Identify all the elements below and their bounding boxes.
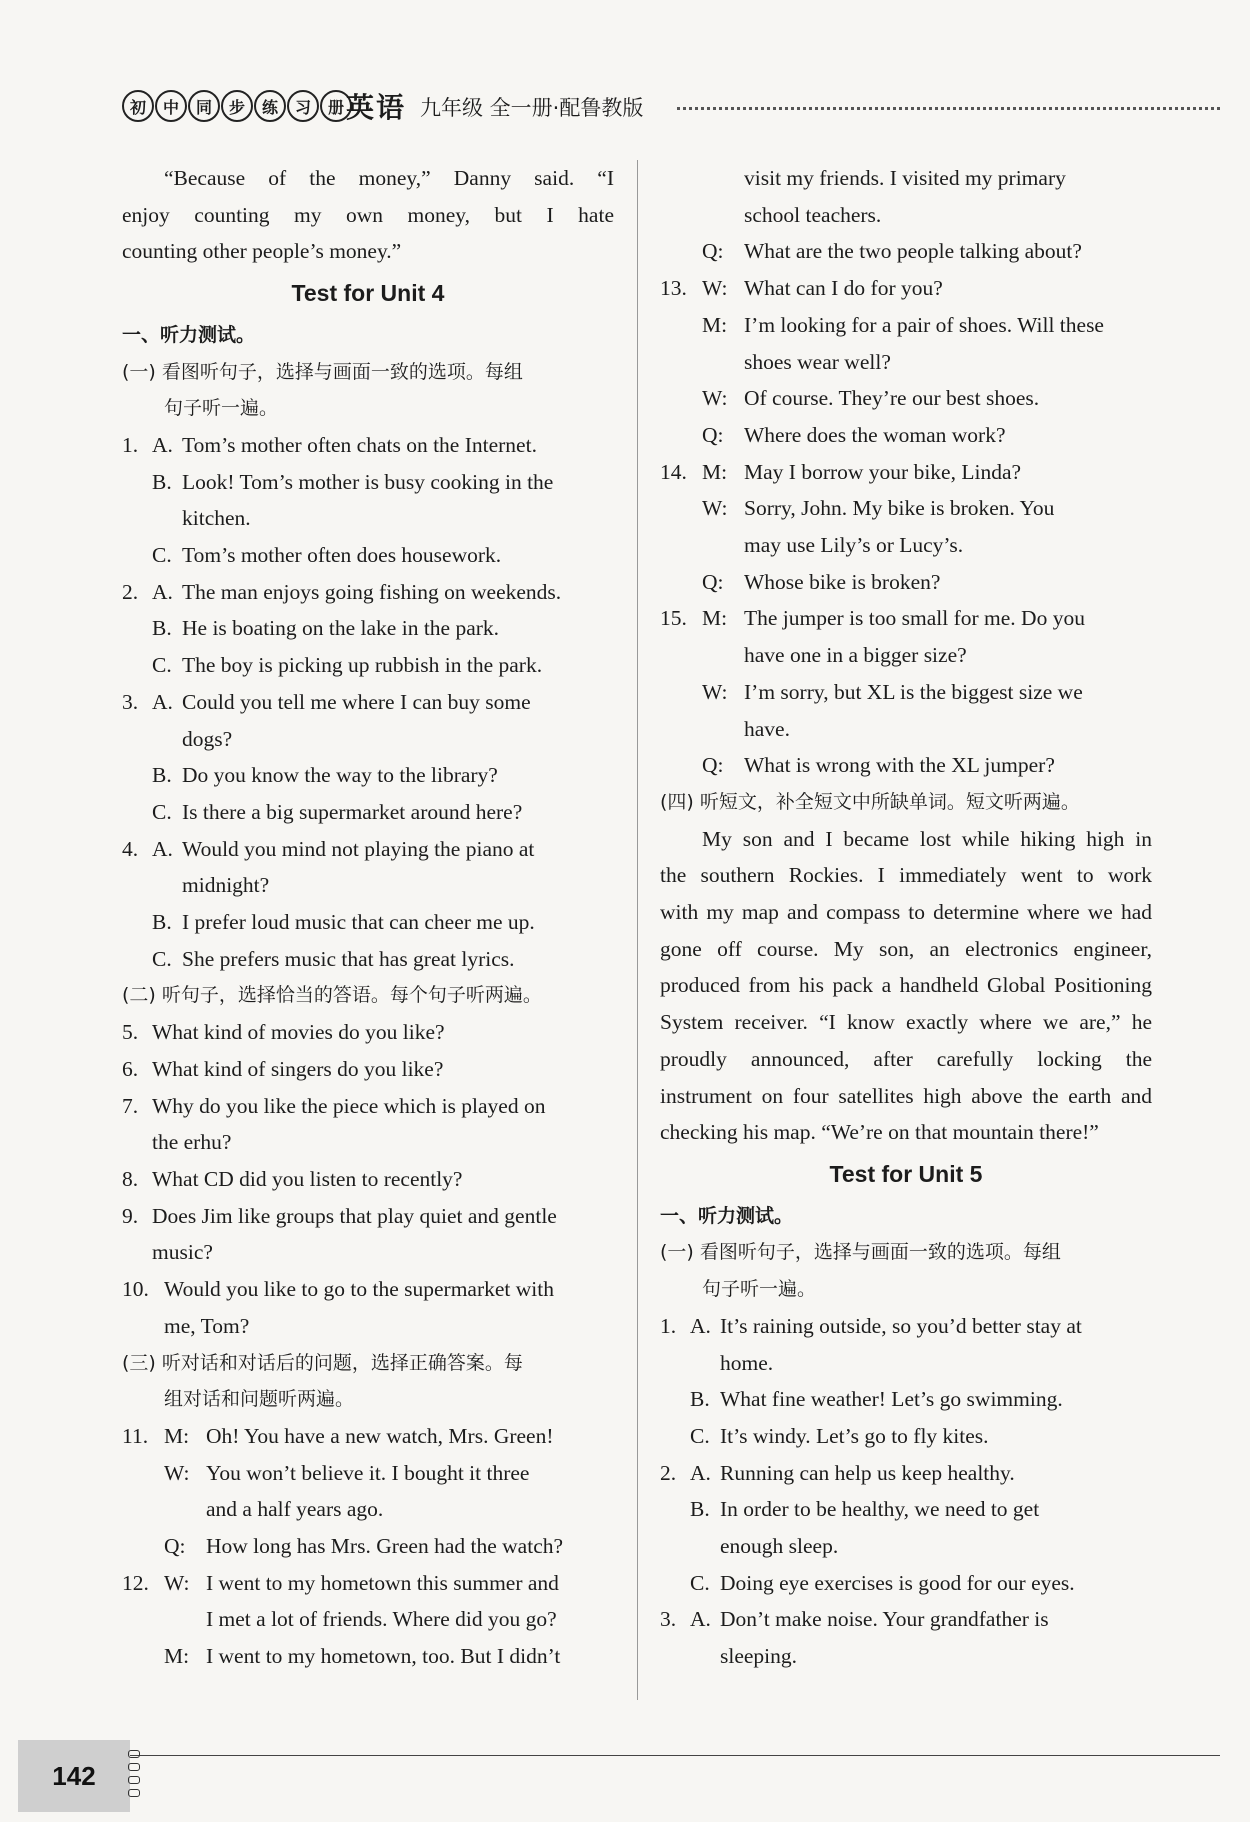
passage-line: with my map and compass to determine where we had bbox=[660, 900, 1152, 925]
question-text: What kind of singers do you like? bbox=[152, 1056, 444, 1081]
option-text: Tom’s mother often chats on the Internet. bbox=[182, 432, 537, 457]
dialogue-continuation: may use Lily’s or Lucy’s. bbox=[744, 533, 964, 558]
dialogue-text: Whose bike is broken? bbox=[744, 569, 941, 594]
question-option bbox=[122, 610, 614, 647]
series-char: 步 bbox=[221, 90, 253, 122]
subject-title: 英语 bbox=[346, 91, 407, 124]
question-item bbox=[122, 684, 614, 721]
question-number: 9. bbox=[122, 1203, 139, 1228]
section-title: 一、听力测试。 bbox=[660, 1204, 794, 1227]
question-number: 1. bbox=[122, 432, 139, 457]
passage-line: produced from his pack a handheld Global Positioning bbox=[660, 973, 1152, 998]
option-letter: A. bbox=[152, 432, 173, 457]
question-item bbox=[122, 1271, 614, 1308]
dialogue-question bbox=[660, 564, 1152, 601]
option-letter: A. bbox=[690, 1607, 711, 1632]
option-text: I prefer loud music that can cheer me up. bbox=[182, 910, 535, 935]
dialogue-text: The jumper is too small for me. Do you bbox=[744, 606, 1085, 631]
option-letter: B. bbox=[152, 469, 172, 494]
story-line: “Because of the money,” Danny said. “I bbox=[164, 166, 614, 190]
question-item bbox=[122, 1161, 614, 1198]
question-number: 14. bbox=[660, 459, 687, 484]
header-dotted-rule bbox=[677, 107, 1220, 110]
option-text: Is there a big supermarket around here? bbox=[182, 799, 523, 824]
question-text: Why do you like the piece which is played on bbox=[152, 1093, 546, 1118]
speaker-label: W: bbox=[702, 496, 728, 521]
option-letter: B. bbox=[690, 1387, 710, 1412]
question-continuation: the erhu? bbox=[152, 1130, 232, 1155]
dialogue-continuation: have one in a bigger size? bbox=[744, 643, 967, 668]
dialogue-text: I went to my hometown this summer and bbox=[206, 1570, 559, 1595]
dialogue-text: I’m looking for a pair of shoes. Will these bbox=[744, 312, 1104, 337]
option-text: Doing eye exercises is good for our eyes. bbox=[720, 1570, 1075, 1595]
passage-line: My son and I became lost while hiking high in bbox=[702, 826, 1152, 851]
grade-info: 九年级 全一册·配鲁教版 bbox=[420, 96, 644, 120]
option-text: Would you mind not playing the piano at bbox=[182, 836, 535, 861]
question-option bbox=[122, 647, 614, 684]
option-continuation: enough sleep. bbox=[720, 1534, 839, 1559]
question-item bbox=[660, 1601, 1152, 1638]
speaker-label: M: bbox=[702, 606, 728, 631]
question-item bbox=[122, 831, 614, 868]
dialogue-continuation: visit my friends. I visited my primary bbox=[744, 166, 1066, 190]
option-text: Could you tell me where I can buy some bbox=[182, 689, 531, 714]
series-char: 习 bbox=[287, 90, 319, 122]
question-number: 2. bbox=[122, 579, 139, 604]
question-number: 8. bbox=[122, 1166, 139, 1191]
question-text: What kind of movies do you like? bbox=[152, 1020, 445, 1045]
dialogue-text: What can I do for you? bbox=[744, 276, 943, 301]
question-item bbox=[122, 1014, 614, 1051]
dialogue-question bbox=[660, 747, 1152, 784]
series-title bbox=[122, 90, 353, 122]
dialogue-continuation: shoes wear well? bbox=[744, 349, 891, 374]
option-letter: A. bbox=[152, 836, 173, 861]
option-letter: C. bbox=[152, 946, 172, 971]
binding-marks bbox=[128, 1750, 140, 1806]
question-item bbox=[122, 1198, 614, 1235]
dialogue-question bbox=[122, 1528, 614, 1565]
part-instruction: (一) 看图听句子，选择与画面一致的选项。每组 bbox=[122, 360, 523, 383]
part-instruction: 句子听一遍。 bbox=[702, 1278, 817, 1301]
page-header bbox=[122, 86, 1220, 126]
option-letter: C. bbox=[690, 1423, 710, 1448]
series-char: 册 bbox=[320, 90, 352, 122]
part-instruction: (四) 听短文，补全短文中所缺单词。短文听两遍。 bbox=[660, 790, 1080, 813]
question-number: 12. bbox=[122, 1570, 149, 1595]
question-text: What CD did you listen to recently? bbox=[152, 1166, 463, 1191]
passage-line: System receiver. “I know exactly where we are,” he bbox=[660, 1010, 1152, 1035]
dialogue-question bbox=[660, 233, 1152, 270]
question-number: 1. bbox=[660, 1313, 677, 1338]
passage-line: gone off course. My son, an electronics engineer, bbox=[660, 936, 1152, 961]
binding-mark bbox=[128, 1750, 140, 1758]
question-text: Would you like to go to the supermarket with bbox=[164, 1277, 554, 1302]
speaker-label: W: bbox=[164, 1460, 190, 1485]
left-column bbox=[122, 160, 614, 1675]
binding-mark bbox=[128, 1776, 140, 1784]
option-letter: C. bbox=[152, 653, 172, 678]
question-number: 15. bbox=[660, 606, 687, 631]
question-option bbox=[660, 1565, 1152, 1602]
speaker-label: Q: bbox=[702, 239, 724, 264]
speaker-label: W: bbox=[702, 276, 728, 301]
dialogue-line bbox=[122, 1455, 614, 1492]
question-option bbox=[660, 1491, 1152, 1528]
option-letter: B. bbox=[152, 910, 172, 935]
passage-line: checking his map. “We’re on that mountain there!” bbox=[660, 1120, 1099, 1145]
question-continuation: me, Tom? bbox=[164, 1313, 250, 1338]
question-number: 5. bbox=[122, 1020, 139, 1045]
dialogue-text: What is wrong with the XL jumper? bbox=[744, 753, 1055, 778]
series-char: 初 bbox=[122, 90, 154, 122]
question-option bbox=[122, 537, 614, 574]
option-text: Do you know the way to the library? bbox=[182, 763, 498, 788]
part-instruction: 组对话和问题听两遍。 bbox=[164, 1388, 355, 1411]
option-text: It’s raining outside, so you’d better stay at bbox=[720, 1313, 1082, 1338]
dialogue-line bbox=[660, 270, 1152, 307]
column-divider bbox=[637, 160, 638, 1700]
dialogue-text: Where does the woman work? bbox=[744, 422, 1006, 447]
option-letter: A. bbox=[690, 1460, 711, 1485]
option-text: It’s windy. Let’s go to fly kites. bbox=[720, 1423, 989, 1448]
question-number: 4. bbox=[122, 836, 139, 861]
page-number-box bbox=[18, 1740, 130, 1812]
part-instruction: (一) 看图听句子，选择与画面一致的选项。每组 bbox=[660, 1241, 1061, 1264]
speaker-label: Q: bbox=[164, 1534, 186, 1559]
option-text: What fine weather! Let’s go swimming. bbox=[720, 1387, 1063, 1412]
question-item bbox=[660, 1455, 1152, 1492]
question-number: 7. bbox=[122, 1093, 139, 1118]
speaker-label: W: bbox=[702, 679, 728, 704]
option-text: The boy is picking up rubbish in the park. bbox=[182, 653, 543, 678]
dialogue-line bbox=[660, 380, 1152, 417]
section-title: 一、听力测试。 bbox=[122, 323, 256, 346]
question-number: 3. bbox=[660, 1607, 677, 1632]
speaker-label: M: bbox=[164, 1423, 190, 1448]
option-text: Don’t make noise. Your grandfather is bbox=[720, 1607, 1049, 1632]
option-continuation: dogs? bbox=[182, 726, 233, 751]
part-instruction: (二) 听句子，选择恰当的答语。每个句子听两遍。 bbox=[122, 984, 542, 1007]
option-text: Look! Tom’s mother is busy cooking in the bbox=[182, 469, 554, 494]
speaker-label: W: bbox=[164, 1570, 190, 1595]
option-text: In order to be healthy, we need to get bbox=[720, 1497, 1040, 1522]
question-option bbox=[122, 794, 614, 831]
question-number: 11. bbox=[122, 1423, 149, 1448]
option-text: The man enjoys going fishing on weekends. bbox=[182, 579, 562, 604]
dialogue-text: How long has Mrs. Green had the watch? bbox=[206, 1534, 564, 1559]
option-text: Tom’s mother often does housework. bbox=[182, 543, 502, 568]
option-letter: B. bbox=[152, 763, 172, 788]
unit-title: Test for Unit 5 bbox=[829, 1160, 983, 1187]
part-instruction: (三) 听对话和对话后的问题，选择正确答案。每 bbox=[122, 1351, 523, 1374]
right-column bbox=[660, 160, 1152, 1675]
question-item bbox=[122, 1051, 614, 1088]
dialogue-line bbox=[660, 600, 1152, 637]
option-continuation: midnight? bbox=[182, 873, 270, 898]
option-continuation: sleeping. bbox=[720, 1644, 798, 1669]
option-text: Running can help us keep healthy. bbox=[720, 1460, 1015, 1485]
option-continuation: home. bbox=[720, 1350, 774, 1375]
option-letter: A. bbox=[152, 689, 173, 714]
question-number: 10. bbox=[122, 1277, 149, 1302]
passage-line: proudly announced, after carefully locking the bbox=[660, 1046, 1152, 1071]
series-char: 中 bbox=[155, 90, 187, 122]
speaker-label: W: bbox=[702, 386, 728, 411]
question-number: 13. bbox=[660, 276, 687, 301]
question-option bbox=[122, 464, 614, 501]
option-letter: A. bbox=[152, 579, 173, 604]
page-number: 142 bbox=[52, 1760, 96, 1791]
passage-line: the southern Rockies. I immediately went to work bbox=[660, 863, 1152, 888]
dialogue-text: What are the two people talking about? bbox=[744, 239, 1082, 264]
question-number: 3. bbox=[122, 689, 139, 714]
dialogue-text: Sorry, John. My bike is broken. You bbox=[744, 496, 1055, 521]
dialogue-line bbox=[660, 674, 1152, 711]
series-char: 练 bbox=[254, 90, 286, 122]
dialogue-line bbox=[660, 454, 1152, 491]
question-option bbox=[122, 904, 614, 941]
option-text: She prefers music that has great lyrics. bbox=[182, 946, 515, 971]
dialogue-continuation: I met a lot of friends. Where did you go? bbox=[206, 1607, 557, 1632]
option-letter: B. bbox=[690, 1497, 710, 1522]
dialogue-line bbox=[122, 1638, 614, 1675]
dialogue-continuation: have. bbox=[744, 716, 790, 741]
dialogue-line bbox=[660, 490, 1152, 527]
question-item bbox=[660, 1308, 1152, 1345]
speaker-label: M: bbox=[164, 1644, 190, 1669]
dialogue-question bbox=[660, 417, 1152, 454]
dialogue-text: Oh! You have a new watch, Mrs. Green! bbox=[206, 1423, 554, 1448]
question-option bbox=[122, 757, 614, 794]
dialogue-continuation: and a half years ago. bbox=[206, 1497, 384, 1522]
dialogue-text: You won’t believe it. I bought it three bbox=[206, 1460, 530, 1485]
dialogue-text: Of course. They’re our best shoes. bbox=[744, 386, 1040, 411]
question-item bbox=[122, 574, 614, 611]
footer-rule bbox=[122, 1755, 1220, 1756]
binding-mark bbox=[128, 1789, 140, 1797]
dialogue-continuation: school teachers. bbox=[744, 202, 882, 227]
passage-line: instrument on four satellites high above the earth and bbox=[660, 1083, 1152, 1108]
question-option bbox=[122, 941, 614, 978]
question-text: Does Jim like groups that play quiet and gentle bbox=[152, 1203, 557, 1228]
story-line: counting other people’s money.” bbox=[122, 239, 402, 264]
option-text: He is boating on the lake in the park. bbox=[182, 616, 500, 641]
option-letter: C. bbox=[152, 799, 172, 824]
option-letter: B. bbox=[152, 616, 172, 641]
binding-mark bbox=[128, 1763, 140, 1771]
option-letter: C. bbox=[152, 543, 172, 568]
story-line: enjoy counting my own money, but I hate bbox=[122, 202, 614, 227]
speaker-label: M: bbox=[702, 459, 728, 484]
series-char: 同 bbox=[188, 90, 220, 122]
question-option bbox=[660, 1381, 1152, 1418]
part-instruction: 句子听一遍。 bbox=[164, 397, 279, 420]
dialogue-line bbox=[660, 307, 1152, 344]
option-letter: C. bbox=[690, 1570, 710, 1595]
question-number: 6. bbox=[122, 1056, 139, 1081]
question-number: 2. bbox=[660, 1460, 677, 1485]
dialogue-text: I’m sorry, but XL is the biggest size we bbox=[744, 679, 1083, 704]
dialogue-line bbox=[122, 1418, 614, 1455]
speaker-label: Q: bbox=[702, 422, 724, 447]
dialogue-text: I went to my hometown, too. But I didn’t bbox=[206, 1644, 561, 1669]
question-item bbox=[122, 1088, 614, 1125]
dialogue-line bbox=[122, 1565, 614, 1602]
speaker-label: Q: bbox=[702, 753, 724, 778]
question-item bbox=[122, 427, 614, 464]
dialogue-text: May I borrow your bike, Linda? bbox=[744, 459, 1022, 484]
question-option bbox=[660, 1418, 1152, 1455]
option-letter: A. bbox=[690, 1313, 711, 1338]
question-continuation: music? bbox=[152, 1240, 213, 1265]
speaker-label: M: bbox=[702, 312, 728, 337]
option-continuation: kitchen. bbox=[182, 506, 251, 531]
unit-title: Test for Unit 4 bbox=[291, 280, 445, 307]
speaker-label: Q: bbox=[702, 569, 724, 594]
